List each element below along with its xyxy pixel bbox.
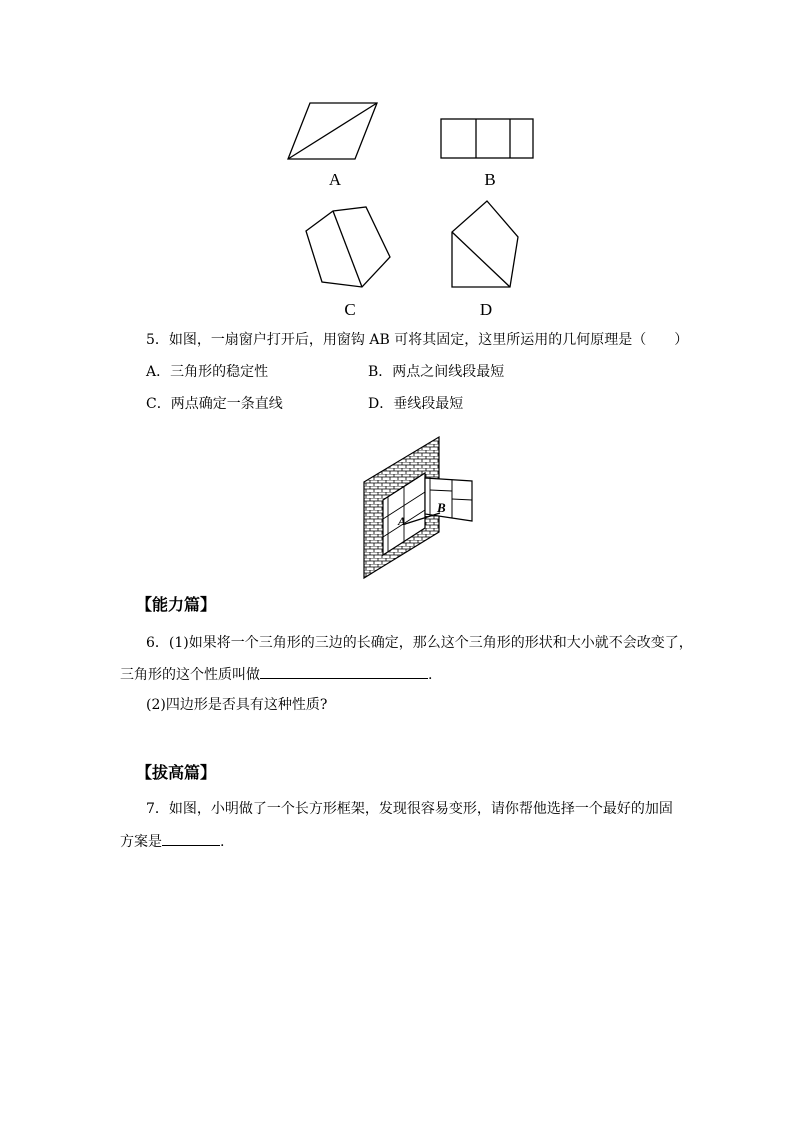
figure-b-label: B [484,170,496,189]
question-6-answer-blank[interactable] [260,664,428,679]
question-6-part1-line2 [120,664,432,685]
question-6-part1-line1: 6．(1)如果将一个三角形的三边的长确定，那么这个三角形的形状和大小就不会改变了， [146,635,693,651]
question-7-answer-blank[interactable] [162,831,220,846]
question-6-part2: (2)四边形是否具有这种性质? [146,697,328,713]
question-7-suffix: . [220,834,225,850]
question-6-prefix: 三角形的这个性质叫做 [120,667,260,683]
question-5-option-c: C．两点确定一条直线 [146,396,283,412]
figure-c-label: C [344,300,356,319]
question-7-line1: 7．如图，小明做了一个长方形框架，发现很容易变形，请你帮他选择一个最好的加固 [146,801,673,817]
question-5-option-b: B．两点之间线段最短 [368,364,505,380]
window-label-b: B [437,500,446,515]
section-ability-title: 【能力篇】 [136,595,217,614]
question-6-suffix: . [428,667,433,683]
question-5-stem: 5．如图，一扇窗户打开后，用窗钩 AB 可将其固定，这里所运用的几何原理是（ ） [146,332,689,348]
question-5-option-d: D．垂线段最短 [368,396,464,412]
question-7-prefix: 方案是 [120,834,162,850]
question-5-option-a: A．三角形的稳定性 [146,364,269,380]
section-advanced-title: 【拔高篇】 [136,763,217,782]
figure-a-label: A [328,170,342,189]
question-7-line2 [120,831,224,852]
figure-d-label: D [479,300,493,319]
window-label-a: A [398,514,407,528]
